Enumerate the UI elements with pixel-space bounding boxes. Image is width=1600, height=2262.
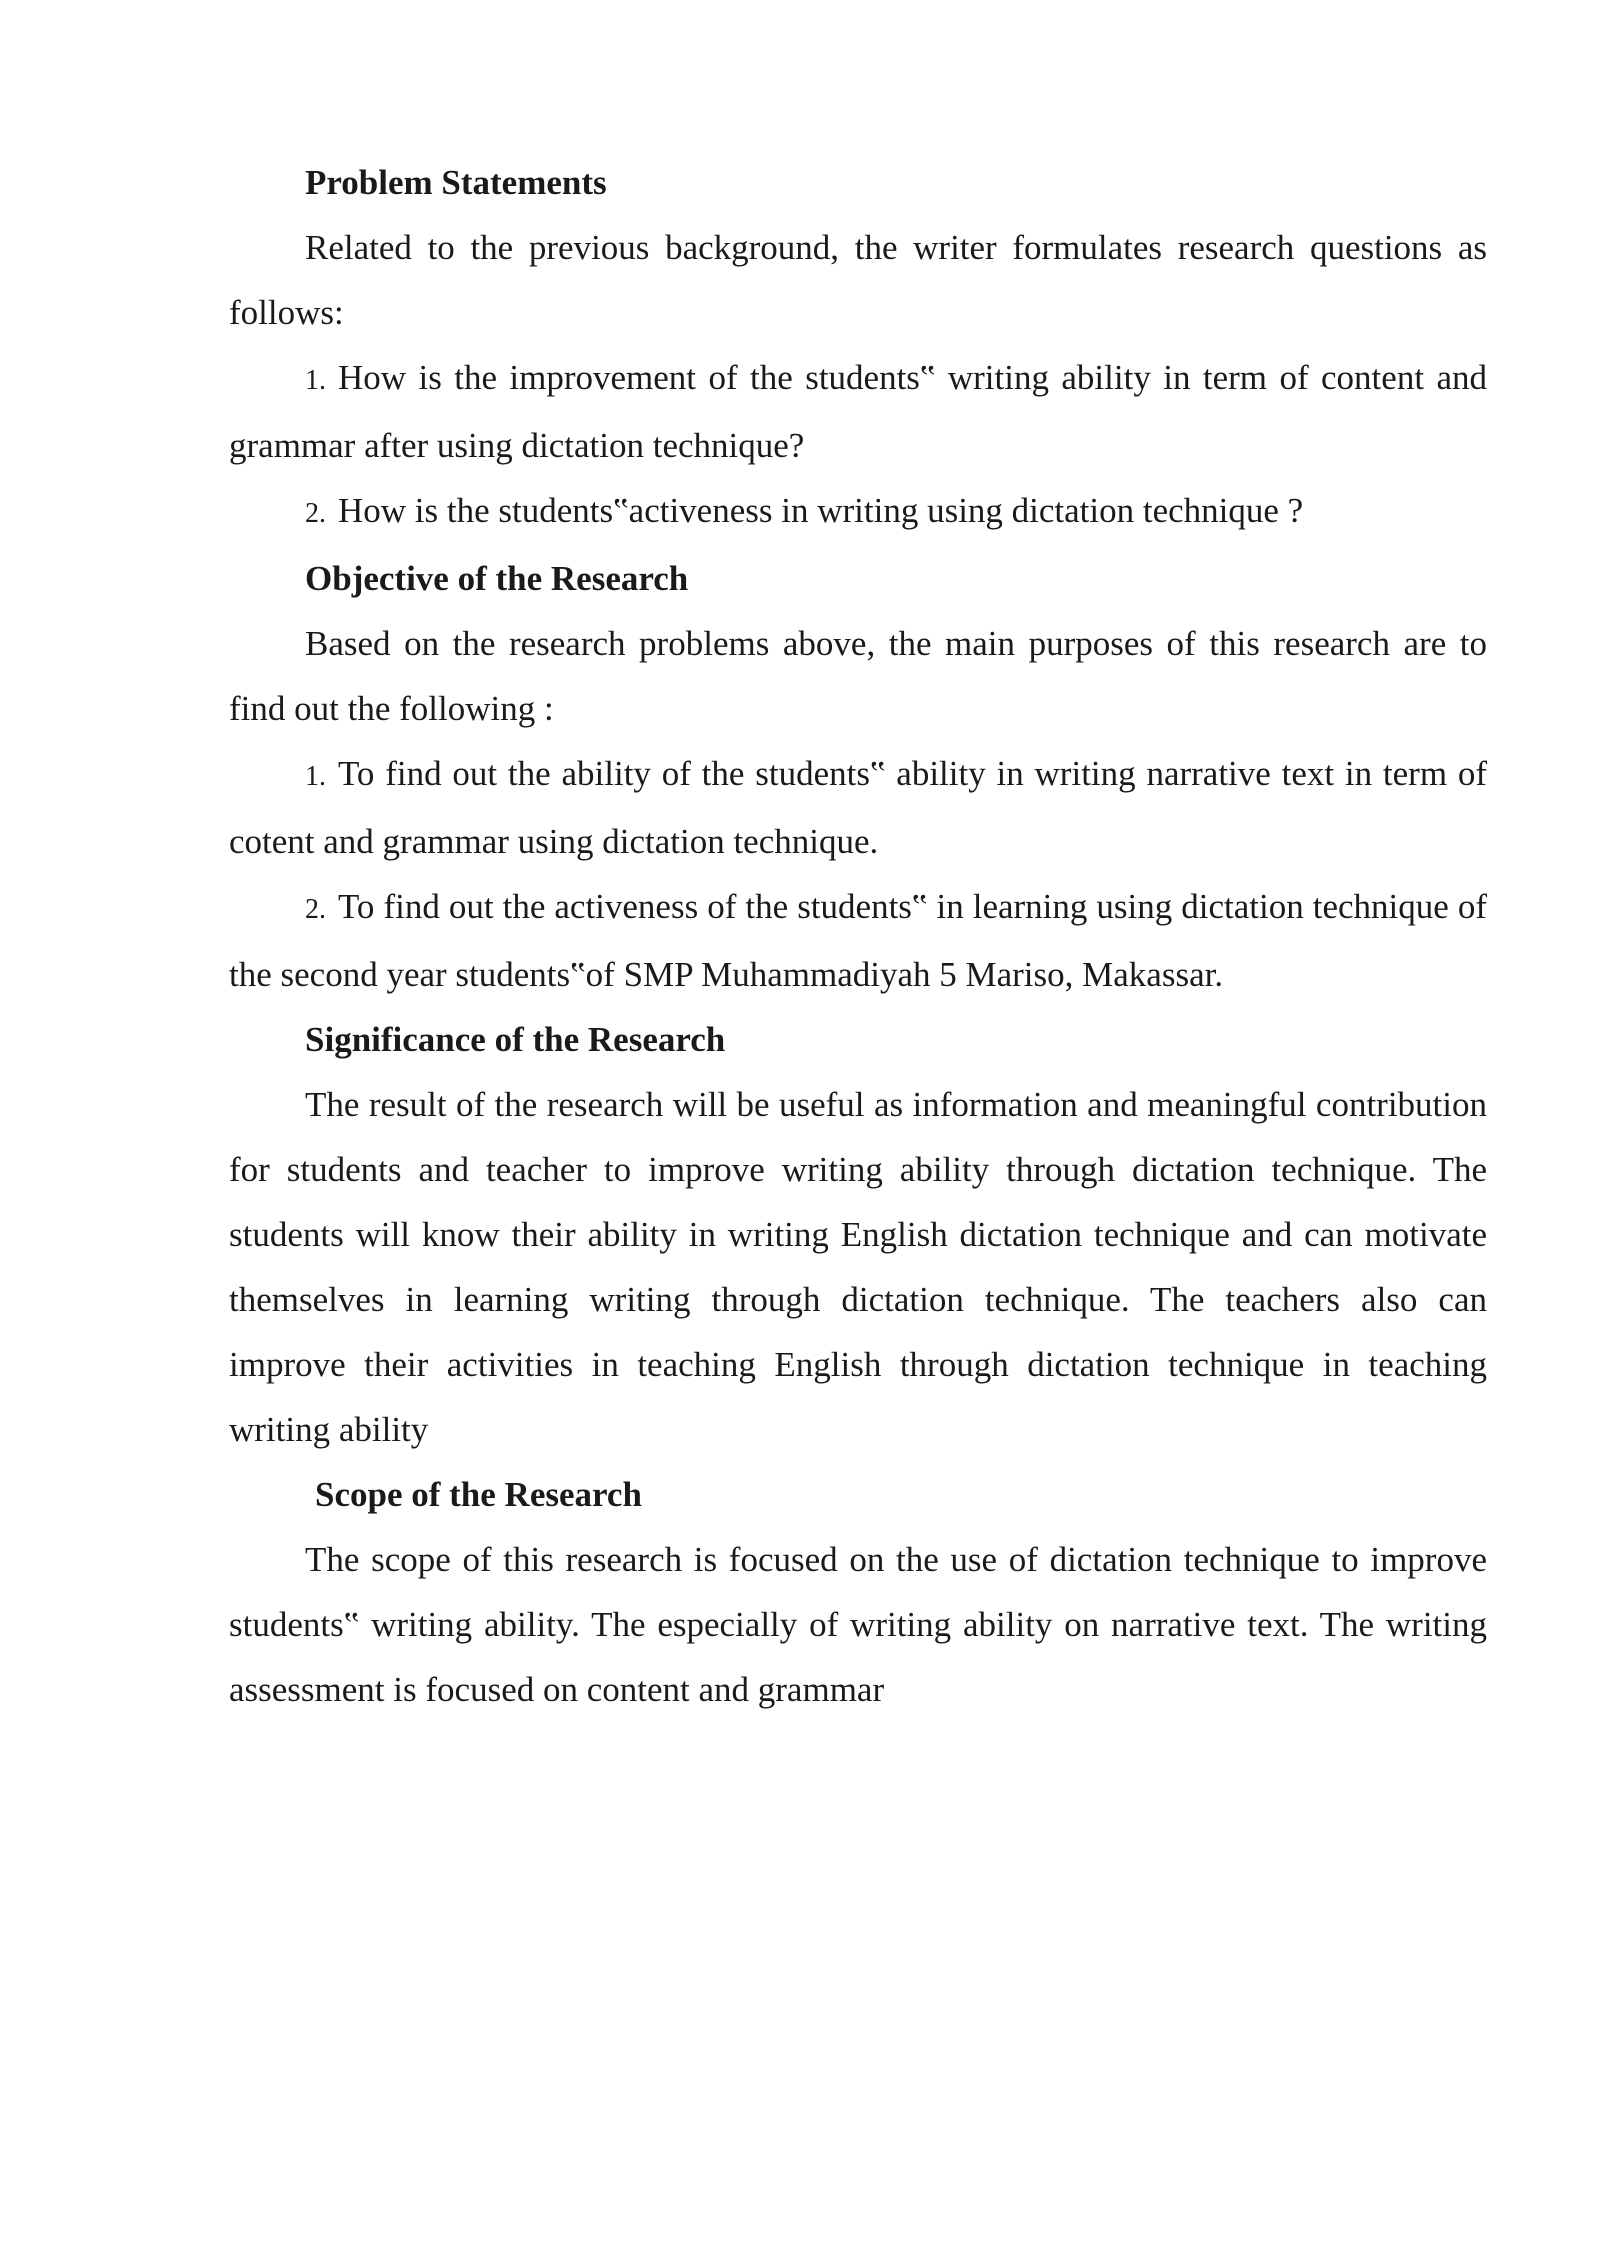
problem-question-2 [229,478,1487,546]
objective-item-2 [229,874,1487,1007]
list-number: 1. [305,365,326,396]
list-item-text: To find out the activeness of the students‟ in learning using dictation technique of the second year students‟of SMP Muhammadiyah 5 Mariso, Makassar. [229,887,1487,994]
list-number: 2. [305,498,326,529]
significance-heading: Significance of the Research [305,1020,726,1059]
document-page [229,150,1487,1722]
objective-intro: Based on the research problems above, the main purposes of this research are to find out the following : [229,624,1487,728]
problem-statements-intro: Related to the previous background, the writer formulates research questions as follows: [229,228,1487,332]
scope-heading: Scope of the Research [315,1475,642,1514]
list-item-text: How is the improvement of the students‟ writing ability in term of content and grammar after using dictation technique? [229,358,1487,465]
scope-body: The scope of this research is focused on the use of dictation technique to improve students‟ writing ability. The especially of writing ability on narrative text. The writing assessment is focused on content and grammar [229,1540,1487,1709]
significance-body: The result of the research will be useful as information and meaningful contribution for students and teacher to improve writing ability through dictation technique. The students will know their ability in writing English dictation technique and can motivate themselves in learning writing through dictation technique. The teachers also can improve their activities in teaching English through dictation technique in teaching writing ability [229,1085,1487,1449]
problem-statements-heading: Problem Statements [305,163,607,202]
list-item-text: To find out the ability of the students‟ ability in writing narrative text in term of cotent and grammar using dictation technique. [229,754,1487,861]
problem-question-1 [229,345,1487,478]
list-item-text: How is the students‟activeness in writing using dictation technique ? [338,491,1304,530]
objective-heading: Objective of the Research [305,559,689,598]
list-number: 1. [305,761,326,792]
list-number: 2. [305,894,326,925]
objective-item-1 [229,741,1487,874]
